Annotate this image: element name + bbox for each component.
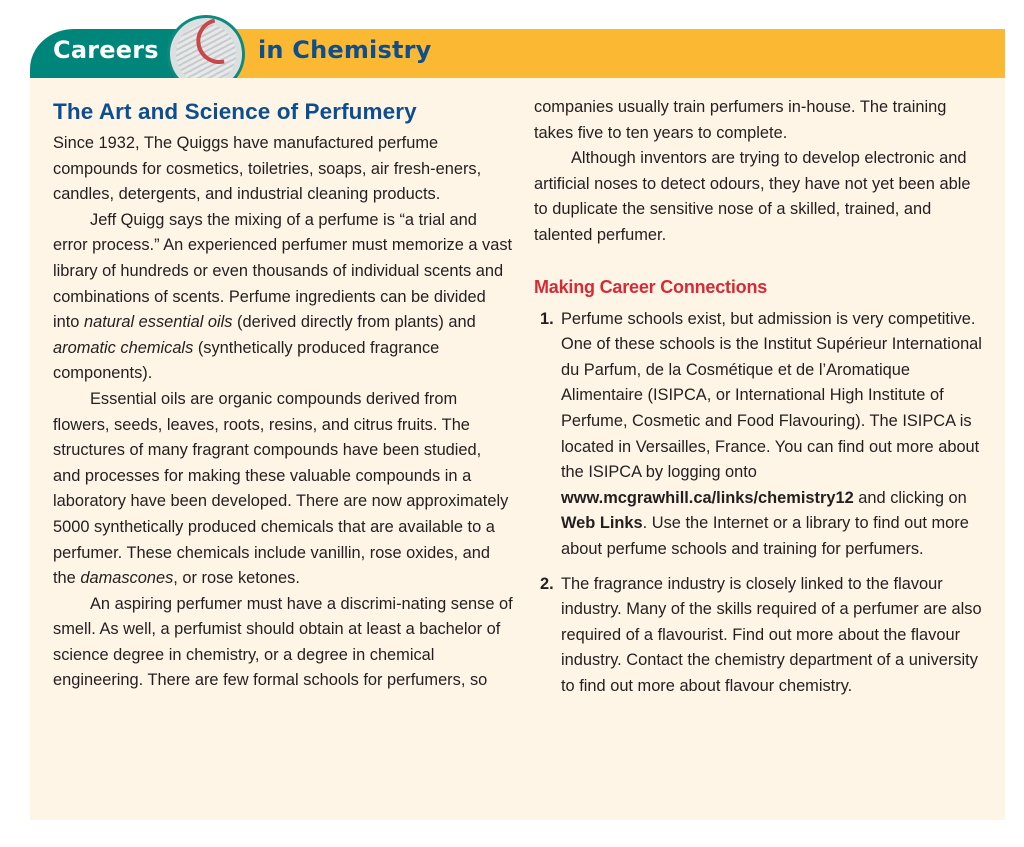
term-aromatic-chemicals: aromatic chemicals — [53, 338, 194, 357]
career-connections-heading: Making Career Connections — [534, 276, 768, 297]
text: The fragrance industry is closely linked to the flavour industry. Many of the skills required of a perfumer are also required of a flavourist. Find out more about the flavour industry. Contact the chemistry department of a university to find out more about flavour chemistry. — [561, 574, 982, 695]
careers-banner — [30, 29, 1005, 78]
article-right-column — [534, 95, 984, 708]
text: (synthetically produced fragrance components). — [53, 338, 440, 383]
banner-chemistry-label: in Chemistry — [258, 36, 432, 64]
banner-careers-label: Careers — [53, 36, 159, 64]
paragraph-essential-oils — [53, 387, 513, 592]
paragraph-artificial-noses: Although inventors are trying to develop electronic and artificial noses to detect odours, they have not yet been able to duplicate the sensitive nose of a skilled, trained, and talented perfumer. — [534, 149, 971, 244]
text: (derived directly from plants) and — [232, 313, 476, 332]
web-link-url[interactable]: www.mcgrawhill.ca/links/chemistry12 — [561, 488, 854, 507]
text: and clicking on — [853, 488, 967, 507]
text: , or rose ketones. — [173, 569, 300, 588]
web-links-label[interactable]: Web Links — [561, 514, 643, 533]
text: Jeff Quigg says the mixing of a perfume is “a trial and error process.” An experienced perfumer must memorize a vast library of hundreds or even thousands of individual scents and combinations of scents. Perfume ingredients can be divided into — [53, 210, 513, 332]
term-damascones: damascones — [80, 569, 174, 588]
career-connections-list — [534, 307, 984, 700]
article-title: The Art and Science of Perfumery — [53, 99, 417, 124]
paragraph-intro: Since 1932, The Quiggs have manufactured perfume compounds for cosmetics, toiletries, soaps, air fresh-eners, candles, detergents, and industrial cleaning products. — [53, 134, 482, 204]
term-natural-essential-oils: natural essential oils — [83, 313, 233, 332]
article-left-column — [53, 95, 513, 694]
paragraph-aspiring-continued: companies usually train perfumers in-house. The training takes five to ten years to complete. — [534, 98, 947, 142]
paragraph-aspiring: An aspiring perfumer must have a discrimi-nating sense of smell. As well, a perfumist should obtain at least a bachelor of science degree in chemistry, or a degree in chemical engineering. There are few formal schools for perfumers, so — [53, 594, 513, 690]
item-number: 1. — [540, 309, 554, 328]
item-number: 2. — [540, 574, 554, 593]
text: Perfume schools exist, but admission is very competitive. One of these schools is the Institut Supérieur International du Parfum, de la Cosmétique et de l’Aromatique Alimentaire (ISIPCA, or International High Institute of Perfume, Cosmetic and Food Flavouring). The ISIPCA is located in Versailles, France. You can find out more about the ISIPCA by logging onto — [561, 309, 982, 482]
text: Essential oils are organic compounds derived from flowers, seeds, leaves, roots, resins, and citrus fruits. The structures of many fragrant compounds have been studied, and processes for making these valuable compounds in a laboratory have been developed. There are now approximately 5000 synthetically produced chemicals that are available to a perfumer. These chemicals include vanillin, rose oxides, and the — [53, 389, 509, 588]
list-item — [534, 572, 984, 700]
paragraph-mixing — [53, 208, 513, 387]
text: . Use the Internet or a library to find out more about perfume schools and training for perfumers. — [561, 514, 969, 558]
list-item — [534, 307, 984, 563]
